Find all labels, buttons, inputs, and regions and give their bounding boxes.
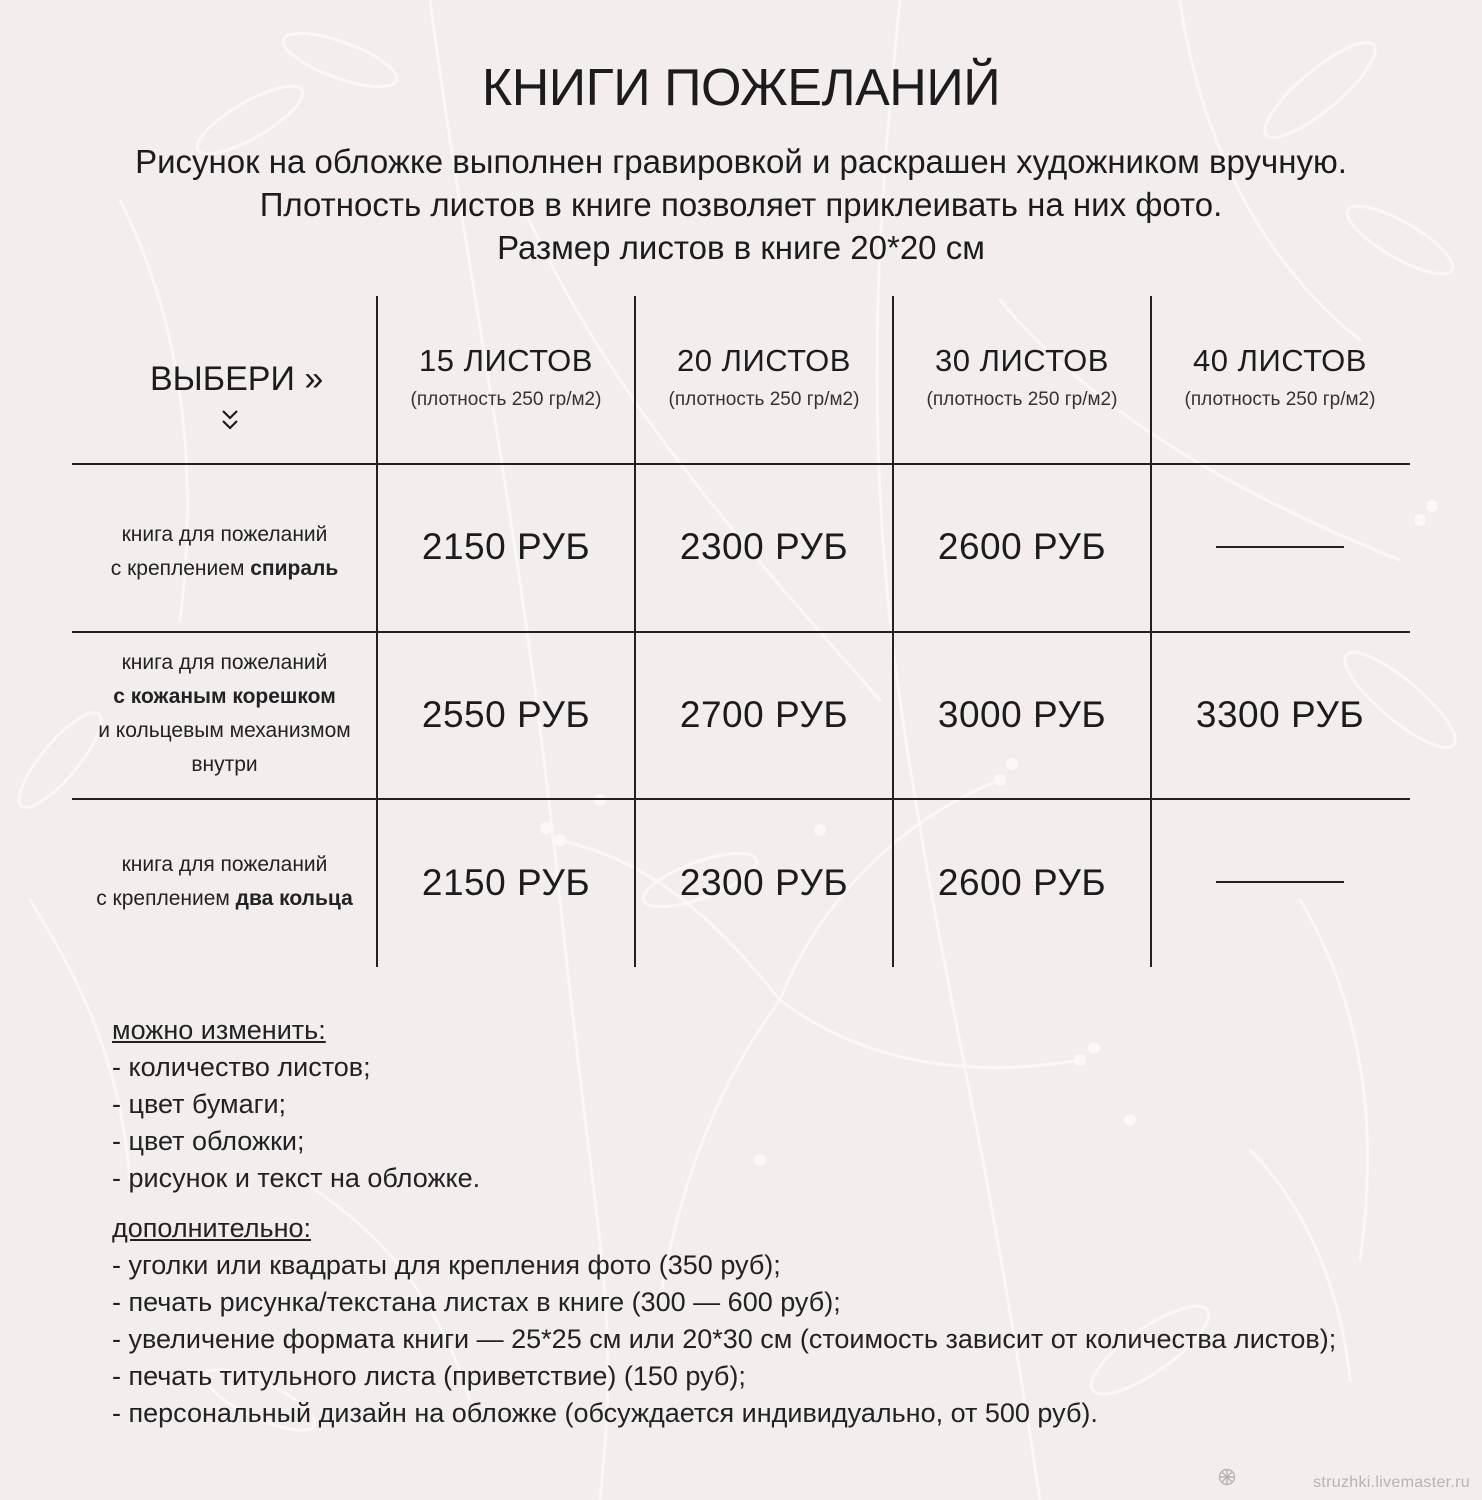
price-cell: 2300 РУБ xyxy=(679,526,849,567)
column-sheets: 20 ЛИСТОВ xyxy=(677,343,851,378)
unavailable-dash xyxy=(1216,546,1344,548)
row-label-line: книга для пожеланий xyxy=(121,651,328,674)
column-header xyxy=(893,343,1151,411)
row-label-line: книга для пожеланий xyxy=(121,523,328,546)
additional-header: дополнительно: xyxy=(112,1213,311,1243)
price-cell: 2600 РУБ xyxy=(937,526,1107,567)
list-item: - цвет обложки; xyxy=(112,1126,305,1156)
price-cell: 2600 РУБ xyxy=(937,862,1107,903)
list-item: - печать рисунка/текстана листах в книге (300 — 600 руб); xyxy=(112,1287,841,1317)
snowflake-icon xyxy=(1218,1468,1236,1491)
subtitle-line: Размер листов в книге 20*20 см xyxy=(497,229,985,266)
row-label-prefix: с креплением xyxy=(96,887,236,910)
chevron-down-icon xyxy=(218,408,242,439)
list-item: - цвет бумаги; xyxy=(112,1089,287,1119)
row-label-emphasis: спираль xyxy=(250,557,339,580)
subtitle-line: Плотность листов в книге позволяет приклеивать на них фото. xyxy=(259,186,1223,223)
list-item: - персональный дизайн на обложке (обсуждается индивидуально, от 500 руб). xyxy=(112,1398,1098,1428)
row-label-line: внутри xyxy=(191,753,258,776)
list-item: - рисунок и текст на обложке. xyxy=(112,1163,481,1193)
column-density: (плотность 250 гр/м2) xyxy=(668,389,860,410)
list-item: - количество листов; xyxy=(112,1052,371,1082)
column-density: (плотность 250 гр/м2) xyxy=(926,389,1118,410)
price-cell: 2550 РУБ xyxy=(421,694,591,735)
table-divider xyxy=(72,463,1410,465)
table-divider xyxy=(72,631,1410,633)
row-label xyxy=(72,646,377,782)
subtitle xyxy=(0,140,1482,269)
list-item: - печать титульного листа (приветствие) (150 руб); xyxy=(112,1361,746,1391)
changeable-list xyxy=(112,1012,480,1197)
column-density: (плотность 250 гр/м2) xyxy=(1184,389,1376,410)
list-item: - увеличение формата книги — 25*25 см или 20*30 см (стоимость зависит от количества листов); xyxy=(112,1324,1337,1354)
subtitle-line: Рисунок на обложке выполнен гравировкой и раскрашен художником вручную. xyxy=(135,143,1347,180)
row-label-line xyxy=(72,882,377,916)
column-density: (плотность 250 гр/м2) xyxy=(410,389,602,410)
price-cell: 2700 РУБ xyxy=(679,694,849,735)
unavailable-dash xyxy=(1216,881,1344,883)
row-label-emphasis: с кожаным корешком xyxy=(113,685,336,708)
row-label-line xyxy=(72,552,377,586)
changeable-header: можно изменить: xyxy=(112,1015,326,1045)
row-label-emphasis: два кольца xyxy=(235,887,353,910)
additional-list xyxy=(112,1210,1336,1432)
price-cell: 3000 РУБ xyxy=(937,694,1107,735)
choose-label: ВЫБЕРИ » xyxy=(150,360,324,398)
list-item: - уголки или квадраты для крепления фото (350 руб); xyxy=(112,1250,781,1280)
page-title: КНИГИ ПОЖЕЛАНИЙ xyxy=(481,59,1001,117)
table-divider xyxy=(72,798,1410,800)
row-label-line: книга для пожеланий xyxy=(121,853,328,876)
column-sheets: 40 ЛИСТОВ xyxy=(1193,343,1367,378)
row-label xyxy=(72,518,377,586)
price-cell: 2300 РУБ xyxy=(679,862,849,903)
row-label-prefix: с креплением xyxy=(110,557,251,580)
price-cell: 3300 РУБ xyxy=(1195,694,1365,735)
column-sheets: 15 ЛИСТОВ xyxy=(419,343,593,378)
column-sheets: 30 ЛИСТОВ xyxy=(935,343,1109,378)
price-cell: 2150 РУБ xyxy=(421,862,591,903)
row-label-line: и кольцевым механизмом xyxy=(98,719,351,742)
row-label xyxy=(72,848,377,916)
watermark: struzhki.livemaster.ru xyxy=(1313,1474,1470,1491)
column-header xyxy=(1151,343,1409,411)
column-header xyxy=(635,343,893,411)
column-header xyxy=(377,343,635,411)
price-cell: 2150 РУБ xyxy=(421,526,591,567)
